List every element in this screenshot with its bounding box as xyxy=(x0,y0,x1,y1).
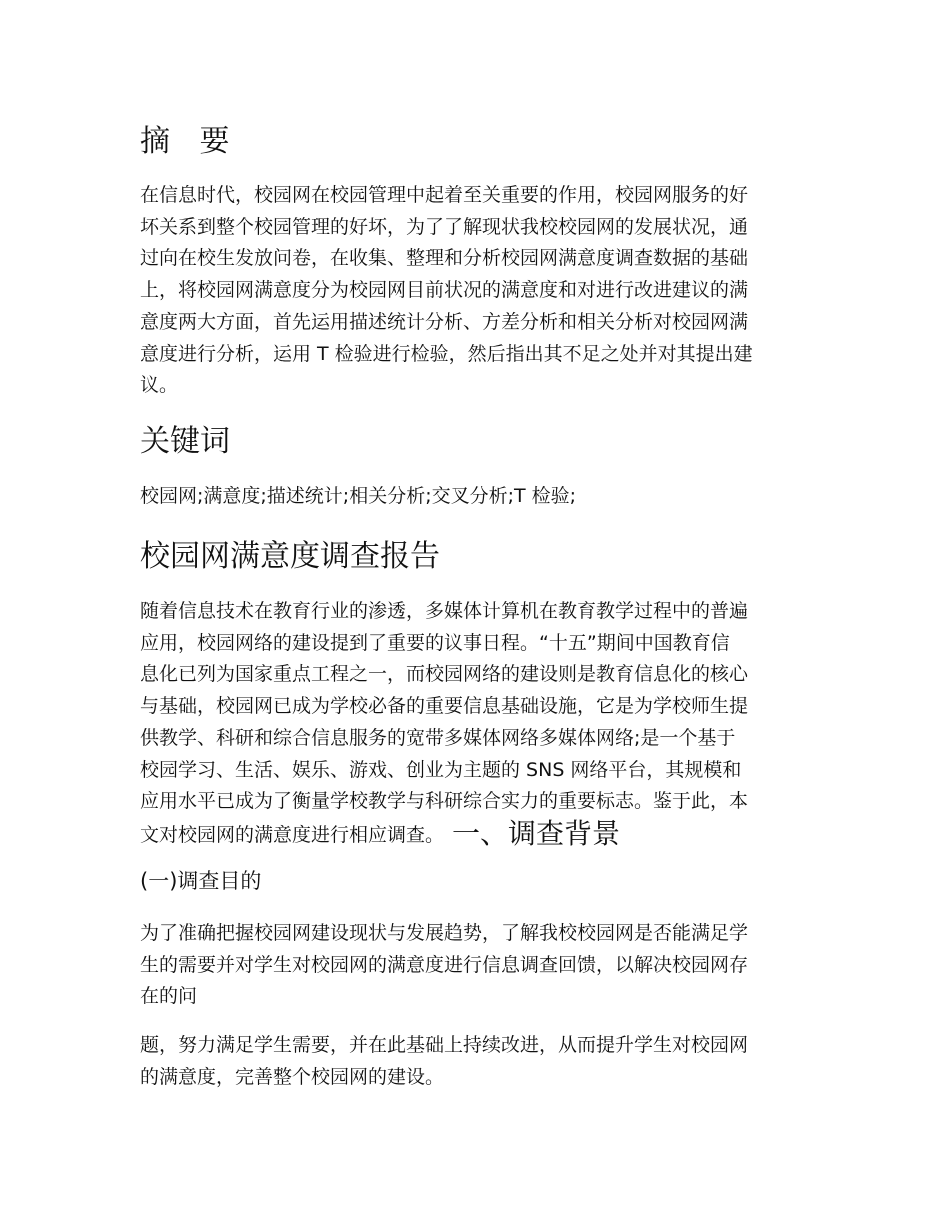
purpose-paragraph-1: 为了准确把握校园网建设现状与发展趋势，了解我校校园网是否能满足学 生的需要并对学生对校园网的满意度进行信息调查回馈，以解决校园网存 在的问 xyxy=(140,922,749,1008)
report-intro-text: 随着信息技术在教育行业的渗透，多媒体计算机在教育教学过程中的普遍 应用，校园网络的建设提到了重要的议事日程。“十五”期间中国教育信 息化已列为国家重点工程之一，而校园网络的建设则是教育信息化的核心 与基础，校园网已成为学校必备的重要信息基础设施，它是为学校师生提 供教学、科研和综合信息服务的宽带多媒体网络多媒体网络;是一个基于 校园学习、生活、娱乐、游戏、创业为主题的 SNS 网络平台，其规模和 应用水平已成为了衡量学校教学与科研综合实力的重要标志。鉴于此，本 文对校园网的满意度进行相应调查。 xyxy=(140,600,749,846)
section1-heading: 一、调查背景 xyxy=(452,816,621,850)
keywords-body: 校园网;满意度;描述统计;相关分析;交叉分析;T 检验; xyxy=(140,485,577,507)
keywords-heading: 关键词 xyxy=(140,424,230,459)
report-title: 校园网满意度调查报告 xyxy=(140,539,440,574)
report-intro xyxy=(140,596,810,852)
purpose-paragraph-2: 题，努力满足学生需要，并在此基础上持续改进，从而提升学生对校园网 的满意度，完善整个校园网的建设。 xyxy=(140,1034,749,1088)
abstract-body: 在信息时代，校园网在校园管理中起着至关重要的作用，校园网服务的好 坏关系到整个校园管理的好坏，为了了解现状我校校园网的发展状况，通 过向在校生发放问卷，在收集、整理和分析校园网满意度调查数据的基础 上，将校园网满意度分为校园网目前状况的满意度和对进行改进建议的满 意度两大方面，首先运用描述统计分析、方差分析和相关分析对校园网满 意度进行分析，运用 T 检验进行检验，然后指出其不足之处并对其提出建 议。 xyxy=(140,184,753,397)
abstract-heading: 摘 要 xyxy=(140,124,240,159)
subsection1-heading: (一)调查目的 xyxy=(140,869,262,893)
